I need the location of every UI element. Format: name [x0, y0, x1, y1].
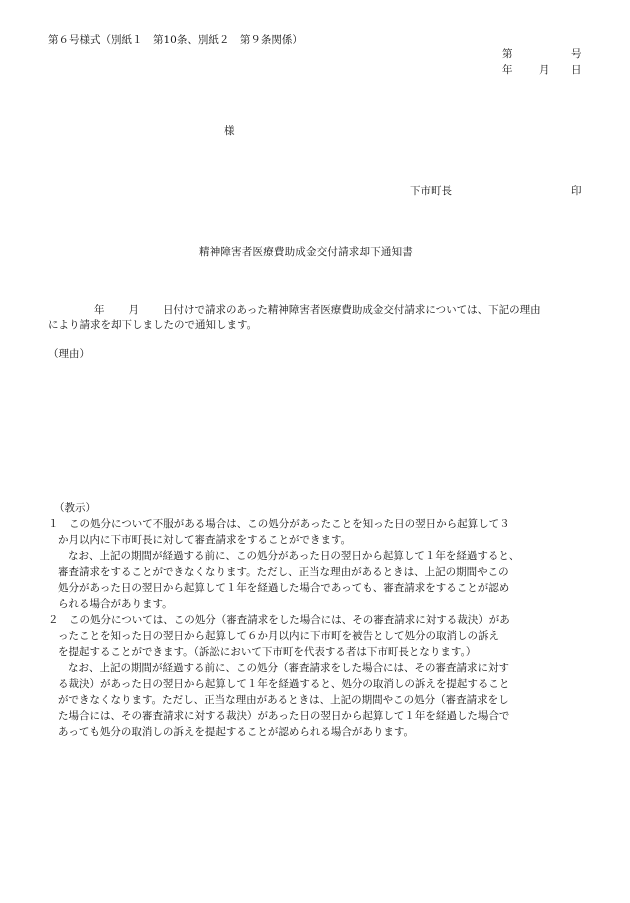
body-paragraph [48, 303, 588, 333]
body-line1-text: 日付けで請求のあった精神障害者医療費助成金交付請求については、下記の理由 [163, 304, 541, 316]
notice-item-2-line: ２ この処分については、この処分（審査請求をした場合には、その審査請求に対する裁決）があ [48, 614, 510, 626]
document-title: 精神障害者医療費助成金交付請求却下通知書 [199, 246, 413, 258]
date-day-label: 日 [571, 64, 582, 76]
notice-item-2-line: を提起することができます。（訴訟において下市町を代表する者は下市町長となります。） [58, 646, 477, 658]
notice-item-1-line: １ この処分について不服がある場合は、この処分があったことを知った日の翌日から起算して３ [48, 518, 510, 530]
document-number-label: 第 [502, 48, 513, 60]
notice-item-2-paragraph-line: ができなくなります。ただし、正当な理由があるときは、上記の期間やこの処分（審査請求をし [58, 694, 509, 706]
notice-item-2-paragraph-line: あっても処分の取消しの訴えを提起することが認められる場合があります。 [58, 726, 415, 738]
notice-item-1-paragraph-line: 審査請求をすることができなくなります。ただし、正当な理由があるときは、上記の期間やこの [58, 566, 509, 578]
notice-section [48, 500, 588, 740]
notice-item-2-paragraph-line: なお、上記の期間が経過する前に、この処分（審査請求をした場合には、その審査請求に対す [68, 662, 509, 674]
notice-item-2-line: ったことを知った日の翌日から起算して６か月以内に下市町を被告として処分の取消しの訴え [58, 630, 499, 642]
notice-item-1-paragraph-line: なお、上記の期間が経過する前に、この処分があった日の翌日から起算して１年を経過すると、 [68, 550, 520, 562]
seal-mark: 印 [571, 185, 582, 197]
notice-item-1-paragraph-line: 処分があった日の翌日から起算して１年を経過した場合であっても、審査請求をすることが認め [58, 582, 510, 594]
notice-item-2-paragraph-line: る裁決）があった日の翌日から起算して１年を経過すると、処分の取消しの訴えを提起すること [58, 678, 510, 690]
notice-heading: （教示） [54, 502, 96, 514]
notice-item-2-paragraph-line: た場合には、その審査請求に対する裁決）があった日の翌日から起算して１年を経過した場合で [58, 710, 510, 722]
reason-heading: （理由） [48, 348, 90, 360]
form-number: 第６号様式（別紙１ 第10条、別紙２ 第９条関係） [48, 34, 303, 46]
document-number-suffix: 号 [571, 48, 582, 60]
notice-item-1-line: か月以内に下市町長に対して審査請求をすることができます。 [58, 534, 352, 546]
issuer-title: 下市町長 [410, 185, 452, 197]
notice-item-1-paragraph-line: られる場合があります。 [58, 598, 173, 610]
body-year-label: 年 [94, 304, 105, 316]
date-year-label: 年 [502, 64, 513, 76]
recipient-honorific: 様 [224, 125, 235, 137]
body-month-label: 月 [128, 304, 139, 316]
body-line: により請求を却下しましたので通知します。 [48, 319, 258, 332]
date-month-label: 月 [539, 64, 550, 76]
body-line [48, 303, 588, 318]
